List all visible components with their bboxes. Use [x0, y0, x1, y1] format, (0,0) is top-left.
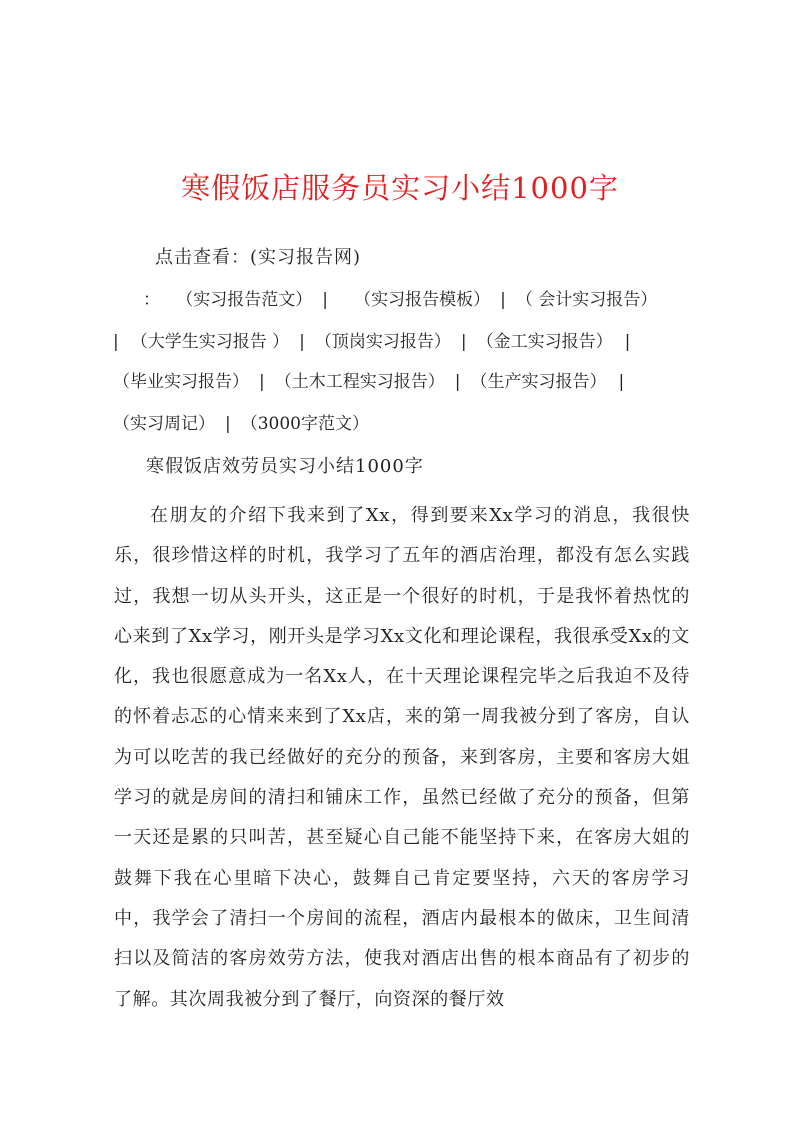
- separator: |: [113, 332, 119, 352]
- separator: |: [299, 332, 305, 352]
- separator: |: [618, 372, 625, 392]
- separator: |: [259, 372, 265, 392]
- intro-label: 点击查看：(实习报告网): [155, 247, 362, 268]
- link-row-4: [113, 411, 703, 437]
- body-paragraph: 在朋友的介绍下我来到了Xx，得到要来Xx学习的消息，我很快乐，很珍惜这样的时机，我学习了五年的酒店治理，都没有怎么实践过，我想一切从头开头，这正是一个很好的时机，于是我怀着热忱的心来到了Xx学习，刚开头是学习Xx文化和理论课程，我很承受Xx的文化，我也很愿意成为一名Xx人，在十天理论课程完毕之后我迫不及待的怀着忐忑的心情来来到了Xx店，来的第一周我被分到了客房，自认为可以吃苦的我已经做好的充分的预备，来到客房，主要和客房大姐学习的就是房间的清扫和铺床工作，虽然已经做了充分的预备，但第一天还是累的只叫苦，甚至疑心自己能不能坚持下来，在客房大姐的鼓舞下我在心里暗下决心，鼓舞自己肯定要坚持，六天的客房学习中，我学会了清扫一个房间的流程，酒店内最根本的做床，卫生间清扫以及简洁的客房效劳方法，使我对酒店出售的根本商品有了初步的了解。其次周我被分到了餐厅，向资深的餐厅效: [114, 505, 690, 1010]
- link-internship-post-report[interactable]: （顶岗实习报告）: [314, 332, 451, 352]
- document-title: 寒假饭店服务员实习小结1000字: [181, 171, 619, 205]
- separator: |: [225, 414, 231, 434]
- link-accounting-report[interactable]: （ 会计实习报告）: [515, 290, 658, 310]
- link-metalwork-report[interactable]: （金工实习报告）: [476, 332, 613, 352]
- colon: ：: [143, 290, 160, 310]
- link-civil-engineering-report[interactable]: （土木工程实习报告）: [274, 372, 445, 392]
- document-subtitle: 寒假饭店效劳员实习小结1000字: [146, 456, 424, 477]
- link-3000-word-sample[interactable]: （3000字范文）: [240, 414, 369, 434]
- link-row-2: [113, 329, 703, 355]
- separator: |: [460, 332, 467, 352]
- link-row-1: [143, 287, 733, 313]
- link-row-3: [113, 369, 703, 395]
- link-production-report[interactable]: （生产实习报告）: [470, 372, 607, 392]
- separator: |: [454, 372, 461, 392]
- link-report-sample[interactable]: （实习报告范文）: [176, 290, 313, 310]
- separator: |: [500, 290, 506, 310]
- separator: |: [322, 290, 328, 310]
- link-college-report[interactable]: （大学生实习报告 ）: [130, 332, 290, 352]
- link-report-template[interactable]: （实习报告模板）: [354, 290, 491, 310]
- link-graduation-report[interactable]: （毕业实习报告）: [113, 372, 249, 392]
- body-text: [114, 496, 690, 1020]
- link-weekly-journal[interactable]: （实习周记）: [113, 414, 215, 434]
- separator: |: [624, 332, 631, 352]
